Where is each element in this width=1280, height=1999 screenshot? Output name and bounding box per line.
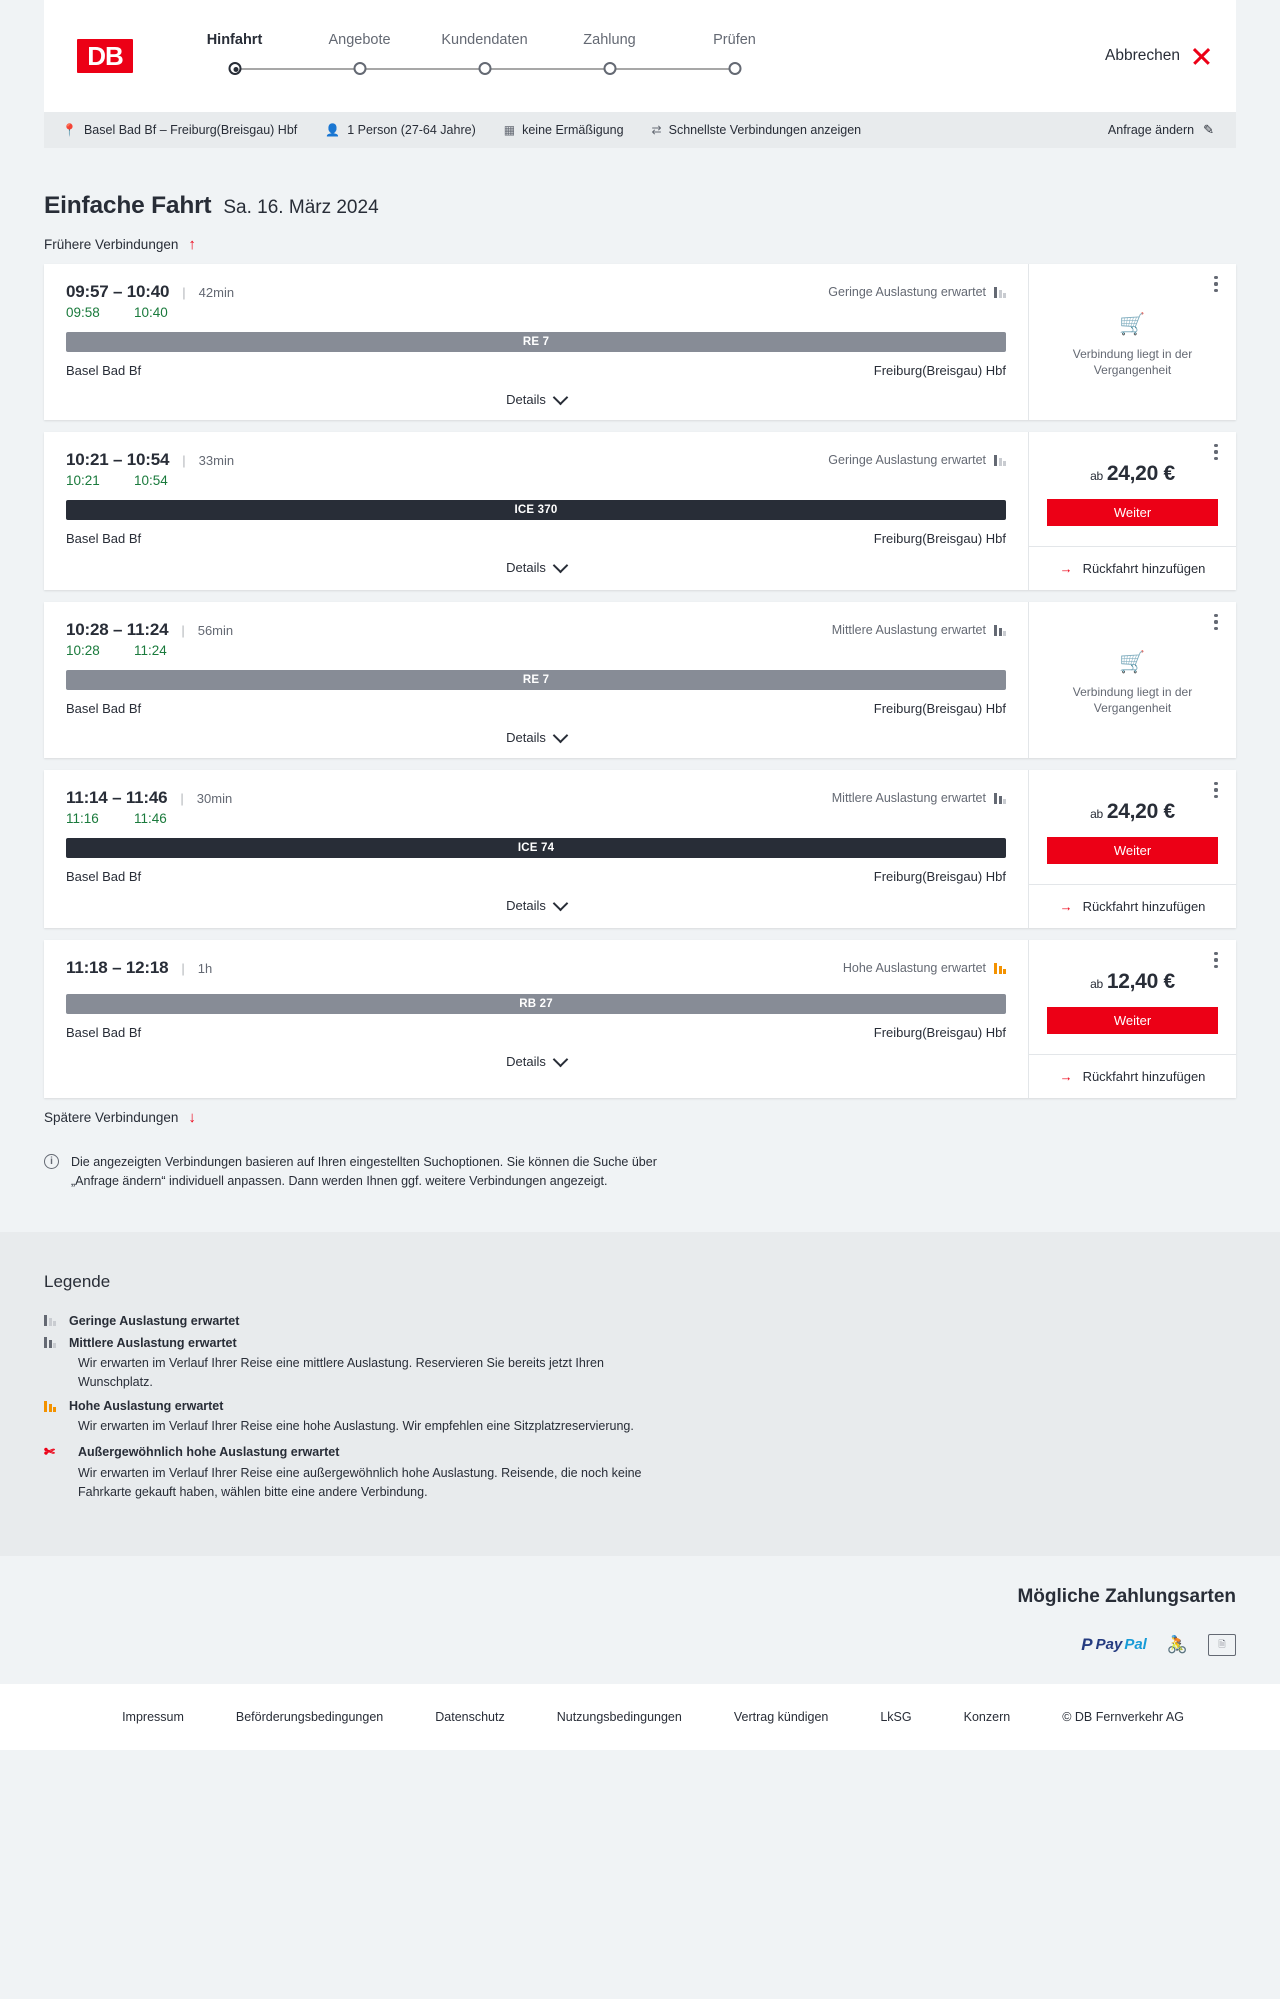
more-options-icon[interactable] <box>1208 612 1224 632</box>
origin-station: Basel Bad Bf <box>66 363 142 378</box>
utilization-bars-icon <box>44 1337 56 1348</box>
price-box <box>1029 432 1236 526</box>
add-return-trip-button[interactable] <box>1029 1054 1236 1098</box>
past-connection-notice <box>1029 602 1236 758</box>
arrow-right-icon: → <box>1059 899 1073 914</box>
utilization-label: Mittlere Auslastung erwartet <box>831 623 986 637</box>
edit-search-label: Anfrage ändern <box>1107 123 1195 137</box>
actual-times <box>66 643 1006 658</box>
utilization-bars-icon <box>44 1401 56 1412</box>
summary-route-label: Basel Bad Bf – Freiburg(Breisgau) Hbf <box>83 123 298 137</box>
legend-item <box>44 1444 1236 1502</box>
legend-item-head <box>44 1444 1236 1460</box>
cancel-button[interactable] <box>1105 47 1210 65</box>
chevron-down-icon <box>553 557 569 573</box>
connection-duration: 42min <box>198 284 235 300</box>
actual-departure-time: 11:16 <box>66 811 99 826</box>
connection-header <box>66 958 1006 978</box>
spacer <box>66 978 1006 982</box>
arrow-right-icon: → <box>1059 1069 1073 1084</box>
details-label: Details <box>506 392 546 407</box>
utilization-label: Hohe Auslastung erwartet <box>842 961 986 975</box>
checkout-stepper <box>172 32 797 80</box>
utilization-bars-icon <box>994 287 1006 298</box>
summary-option-label: Schnellste Verbindungen anzeigen <box>668 123 862 137</box>
origin-station: Basel Bad Bf <box>66 701 142 716</box>
details-toggle[interactable] <box>66 378 1006 420</box>
page-title <box>44 192 1236 220</box>
later-connections-label: Spätere Verbindungen <box>44 1110 179 1125</box>
more-options-icon[interactable] <box>1208 274 1224 294</box>
train-line-badge: RE 7 <box>66 670 1006 690</box>
utilization-bars-icon <box>994 963 1006 974</box>
footer-link-vertrag-k-ndigen[interactable]: Vertrag kündigen <box>733 1709 829 1724</box>
actual-times <box>66 305 1006 320</box>
actual-departure-time: 09:58 <box>66 305 100 320</box>
origin-station: Basel Bad Bf <box>66 531 142 546</box>
summary-discount[interactable] <box>504 123 624 137</box>
step-prüfen[interactable] <box>672 32 797 80</box>
connection-header <box>66 450 1006 470</box>
legend-item-name: Geringe Auslastung erwartet <box>69 1313 240 1328</box>
footer-copyright: © DB Fernverkehr AG <box>1062 1709 1184 1724</box>
main-content <box>0 192 1280 1232</box>
step-dot-row <box>422 58 547 80</box>
search-note <box>44 1153 684 1232</box>
stations-row <box>66 701 1006 716</box>
legend-item <box>44 1336 1236 1392</box>
app-header <box>44 0 1236 112</box>
utilization-bars-icon <box>994 455 1006 466</box>
legend-item-head <box>44 1399 1236 1413</box>
past-connection-notice <box>1029 264 1236 420</box>
summary-route[interactable] <box>62 123 297 137</box>
destination-station: Freiburg(Breisgau) Hbf <box>873 363 1006 378</box>
step-label: Prüfen <box>713 32 756 48</box>
connection-time-range: 11:18 – 12:18 <box>66 958 169 977</box>
utilization-bars-icon <box>994 793 1006 804</box>
page-title-text: Einfache Fahrt <box>44 192 212 219</box>
add-return-trip-button[interactable] <box>1029 884 1236 928</box>
connection-actions <box>1028 602 1236 758</box>
connection-header <box>66 788 1006 808</box>
add-return-trip-label: Rückfahrt hinzufügen <box>1082 899 1206 914</box>
search-note-text: Die angezeigten Verbindungen basieren auf Ihren eingestellten Suchoptionen. Sie können die Suche über „Anfrage ändern“ individuell anpassen. Dann werden Ihnen ggf. weitere Verbindungen angezeigt. <box>71 1155 657 1189</box>
legend-section <box>0 1232 1280 1556</box>
train-line-badge: RB 27 <box>66 994 1006 1014</box>
chevron-down-icon <box>553 389 569 405</box>
page-title-date: Sa. 16. März 2024 <box>223 197 379 218</box>
pencil-icon[interactable]: ✎ <box>1203 122 1214 137</box>
legend-item-desc: Wir erwarten im Verlauf Ihrer Reise eine mittlere Auslastung. Reservieren Sie bereits jetzt Ihren Wunschplatz. <box>78 1355 604 1389</box>
connection-details <box>44 264 1028 420</box>
summary-passengers[interactable] <box>325 123 476 137</box>
connection-card[interactable] <box>44 770 1236 928</box>
actual-departure-time: 10:21 <box>66 473 100 488</box>
utilization-label: Geringe Auslastung erwartet <box>828 453 986 467</box>
step-dot-row <box>297 58 422 80</box>
divider: | <box>181 622 185 638</box>
connection-details <box>44 940 1028 1098</box>
arrow-down-icon: ↓ <box>188 1109 196 1126</box>
legend-item <box>44 1399 1236 1436</box>
destination-station: Freiburg(Breisgau) Hbf <box>873 701 1006 716</box>
step-dot[interactable] <box>728 62 741 75</box>
origin-station: Basel Bad Bf <box>66 869 142 884</box>
edit-search-button[interactable] <box>1108 122 1214 138</box>
invoice-icon: 🗎 <box>1208 1634 1236 1656</box>
earlier-connections-button[interactable] <box>44 237 1236 252</box>
connection-time-range: 09:57 – 10:40 <box>66 282 170 301</box>
step-hinfahrt[interactable] <box>172 32 297 80</box>
connection-actions <box>1028 264 1236 420</box>
legend-item-head <box>44 1336 1236 1350</box>
connection-duration: 30min <box>196 790 233 806</box>
price-prefix: ab <box>1090 469 1103 483</box>
actual-times <box>66 811 1006 826</box>
footer-link-nutzungsbedingungen[interactable]: Nutzungsbedingungen <box>556 1709 682 1724</box>
destination-station: Freiburg(Breisgau) Hbf <box>873 869 1006 884</box>
step-dot[interactable] <box>353 62 366 75</box>
legend-list <box>44 1314 1236 1502</box>
divider: | <box>181 960 185 976</box>
stations-row <box>66 363 1006 378</box>
actual-arrival-time: 11:24 <box>134 643 167 658</box>
price-box <box>1029 940 1236 1034</box>
chevron-down-icon <box>553 895 569 911</box>
step-angebote[interactable] <box>297 32 422 80</box>
step-label: Zahlung <box>583 32 636 48</box>
divider: | <box>180 790 184 806</box>
utilization-indicator <box>832 623 1006 637</box>
details-label: Details <box>506 1054 546 1069</box>
legend-title: Legende <box>44 1271 111 1291</box>
utilization-indicator <box>843 961 1006 975</box>
train-line-badge: ICE 74 <box>66 838 1006 858</box>
details-label: Details <box>506 898 546 913</box>
details-toggle[interactable] <box>66 1040 1006 1082</box>
add-return-trip-label: Rückfahrt hinzufügen <box>1082 1069 1206 1084</box>
actual-departure-time: 10:28 <box>66 643 100 658</box>
step-kundendaten[interactable] <box>422 32 547 80</box>
details-toggle[interactable] <box>66 884 1006 926</box>
connections-list <box>44 264 1236 1098</box>
step-dot-row <box>547 58 672 80</box>
utilization-indicator <box>832 791 1006 805</box>
price-prefix: ab <box>1090 807 1103 821</box>
legend-item-desc: Wir erwarten im Verlauf Ihrer Reise eine hohe Auslastung. Wir empfehlen eine Sitzplatzreservierung. <box>78 1419 634 1434</box>
footer-link-bef-rderungsbedingungen[interactable]: Beförderungsbedingungen <box>235 1709 384 1724</box>
cart-icon: 🛒 <box>1119 651 1146 675</box>
paypal-icon: P Pay Pal <box>1081 1634 1147 1654</box>
connection-actions <box>1028 770 1236 928</box>
origin-station: Basel Bad Bf <box>66 1025 142 1040</box>
step-dot[interactable] <box>603 62 616 75</box>
price-box <box>1029 770 1236 864</box>
legend-item-head <box>44 1314 1236 1328</box>
train-line-badge: RE 7 <box>66 332 1006 352</box>
earlier-connections-label: Frühere Verbindungen <box>44 237 179 252</box>
connection-duration: 56min <box>197 622 234 638</box>
add-return-trip-button[interactable] <box>1029 546 1236 590</box>
divider: | <box>182 284 186 300</box>
step-dot-row <box>172 58 297 80</box>
connection-header <box>66 282 1006 302</box>
actual-arrival-time: 10:40 <box>134 305 168 320</box>
connection-duration: 33min <box>198 452 235 468</box>
arrow-up-icon: ↑ <box>188 236 196 253</box>
connection-details <box>44 432 1028 590</box>
details-toggle[interactable] <box>66 546 1006 588</box>
add-return-trip-label: Rückfahrt hinzufügen <box>1082 561 1206 576</box>
price-value: 12,40 € <box>1106 970 1175 993</box>
payment-title: Mögliche Zahlungsarten <box>1017 1585 1236 1607</box>
connection-card[interactable] <box>44 264 1236 420</box>
step-connector <box>235 68 298 70</box>
connection-details <box>44 770 1028 928</box>
utilization-indicator <box>828 453 1006 467</box>
connection-duration: 1h <box>197 960 213 976</box>
connection-details <box>44 602 1028 758</box>
price <box>1047 970 1218 994</box>
search-summary-bar <box>44 112 1236 148</box>
legend-item-name: Hohe Auslastung erwartet <box>69 1399 224 1414</box>
connection-card[interactable] <box>44 940 1236 1098</box>
step-label: Hinfahrt <box>206 32 263 48</box>
utilization-bars-icon <box>44 1315 56 1326</box>
legend-item-desc: Wir erwarten im Verlauf Ihrer Reise eine außergewöhnlich hohe Auslastung. Reisende, die noch keine Fahrkarte gekauft haben, wählen bitte eine andere Verbindung. <box>78 1466 642 1499</box>
details-label: Details <box>506 560 546 575</box>
utilization-bars-icon <box>994 625 1006 636</box>
legend-item-name: Außergewöhnlich hohe Auslastung erwartet <box>78 1445 340 1459</box>
legend-item <box>44 1314 1236 1328</box>
connection-time-range: 10:21 – 10:54 <box>66 450 170 469</box>
connection-time-range: 10:28 – 11:24 <box>66 620 169 639</box>
step-connector <box>672 68 735 70</box>
footer-link-konzern[interactable]: Konzern <box>963 1709 1011 1724</box>
step-dot[interactable] <box>228 62 241 75</box>
sort-icon: ⇄ <box>651 123 662 137</box>
divider: | <box>182 452 186 468</box>
past-connection-text: Verbindung liegt in der Vergangenheit <box>1072 347 1193 377</box>
utilization-label: Mittlere Auslastung erwartet <box>831 791 986 805</box>
summary-option[interactable] <box>652 123 862 137</box>
connection-header <box>66 620 1006 640</box>
more-options-icon[interactable] <box>1208 950 1224 970</box>
info-icon: i <box>44 1154 59 1169</box>
utilization-indicator <box>828 285 1006 299</box>
stations-row <box>66 869 1006 884</box>
details-label: Details <box>506 730 546 745</box>
payment-icons <box>44 1634 1236 1656</box>
cancel-label: Abbrechen <box>1105 47 1180 64</box>
actual-arrival-time: 11:46 <box>134 811 167 826</box>
summary-discount-label: keine Ermäßigung <box>522 123 624 137</box>
connection-time-range: 11:14 – 11:46 <box>66 788 168 807</box>
price-value: 24,20 € <box>1106 800 1175 823</box>
connection-actions <box>1028 940 1236 1098</box>
location-pin-icon: 📍 <box>62 123 77 137</box>
payment-section <box>0 1556 1280 1684</box>
step-dot[interactable] <box>478 62 491 75</box>
destination-station: Freiburg(Breisgau) Hbf <box>873 531 1006 546</box>
price <box>1047 462 1218 486</box>
train-line-badge: ICE 370 <box>66 500 1006 520</box>
footer-links <box>96 1710 1036 1724</box>
details-toggle[interactable] <box>66 716 1006 758</box>
price-prefix: ab <box>1090 977 1103 991</box>
page-footer <box>0 1684 1280 1750</box>
price <box>1047 800 1218 824</box>
person-icon: 👤 <box>325 123 341 137</box>
step-label: Angebote <box>328 32 391 48</box>
more-options-icon[interactable] <box>1208 780 1224 800</box>
more-options-icon[interactable] <box>1208 442 1224 462</box>
summary-passengers-label: 1 Person (27-64 Jahre) <box>347 123 476 137</box>
continue-button[interactable]: Weiter <box>1047 499 1218 526</box>
giropay-icon: 🚴 <box>1166 1634 1188 1654</box>
footer-link-datenschutz[interactable]: Datenschutz <box>435 1709 505 1724</box>
step-dot-row <box>672 58 797 80</box>
actual-times <box>66 473 1006 488</box>
very-high-utilization-icon: ✄ <box>44 1444 55 1459</box>
chevron-down-icon <box>553 727 569 743</box>
destination-station: Freiburg(Breisgau) Hbf <box>873 1025 1006 1040</box>
close-icon[interactable] <box>1192 47 1210 65</box>
footer-link-impressum[interactable]: Impressum <box>122 1709 184 1724</box>
past-connection-text: Verbindung liegt in der Vergangenheit <box>1072 685 1193 715</box>
chevron-down-icon <box>553 1051 569 1067</box>
continue-button[interactable]: Weiter <box>1047 1007 1218 1034</box>
stations-row <box>66 1025 1006 1040</box>
connection-card[interactable] <box>44 602 1236 758</box>
db-logo[interactable]: DB <box>74 36 136 76</box>
card-icon: ▦ <box>503 123 516 137</box>
connection-actions <box>1028 432 1236 590</box>
step-zahlung[interactable] <box>547 32 672 80</box>
legend-item-name: Mittlere Auslastung erwartet <box>69 1335 237 1350</box>
utilization-label: Geringe Auslastung erwartet <box>828 285 986 299</box>
later-connections-button[interactable] <box>44 1110 1236 1125</box>
arrow-right-icon: → <box>1059 561 1073 576</box>
price-value: 24,20 € <box>1106 462 1175 485</box>
connection-card[interactable] <box>44 432 1236 590</box>
continue-button[interactable]: Weiter <box>1047 837 1218 864</box>
actual-arrival-time: 10:54 <box>134 473 168 488</box>
footer-link-lksg[interactable]: LkSG <box>880 1709 912 1724</box>
step-label: Kundendaten <box>441 32 528 48</box>
cart-icon: 🛒 <box>1119 313 1146 337</box>
stations-row <box>66 531 1006 546</box>
